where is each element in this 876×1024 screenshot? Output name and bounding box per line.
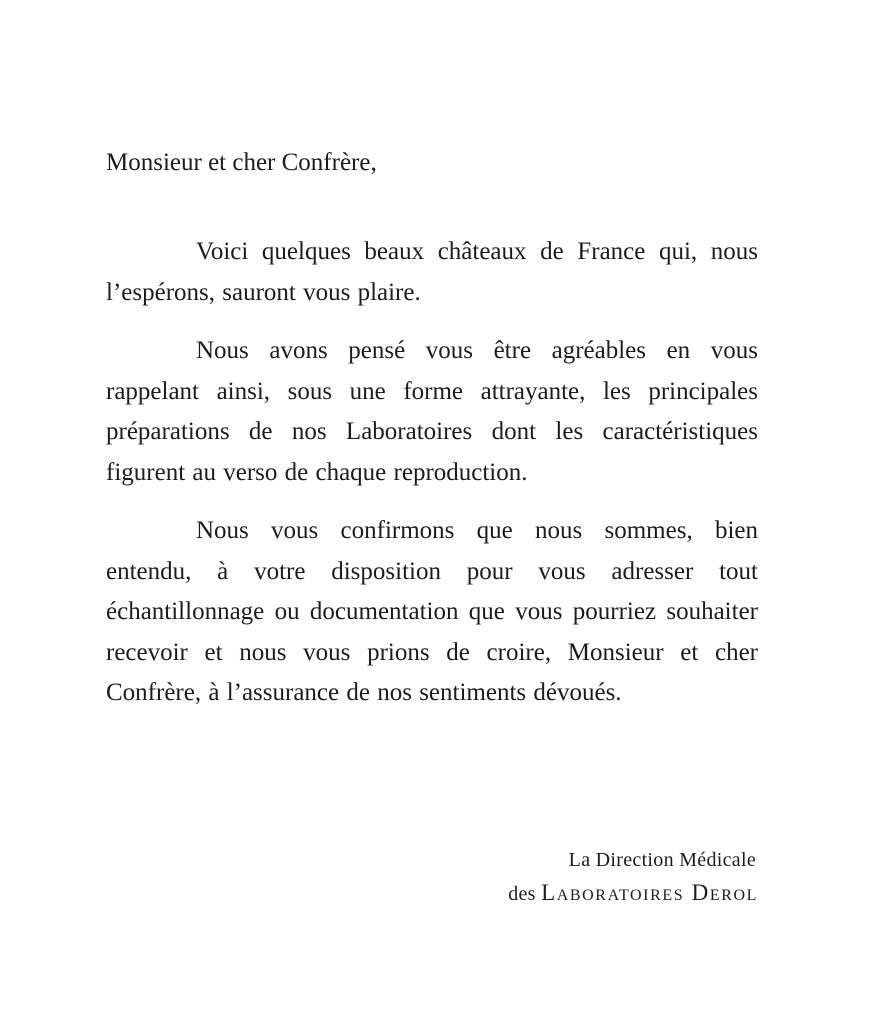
signature-company-line	[508, 875, 758, 912]
signature-prefix: des	[508, 883, 536, 905]
signature-department: La Direction Médicale	[568, 849, 756, 871]
signature-block	[508, 845, 758, 912]
letter-body	[106, 232, 758, 714]
letter-paragraph-3: Nous vous confirmons que nous sommes, bien entendu, à votre disposition pour vous adresser tout échantillonnage ou documentation que vous pourriez souhaiter recevoir et nous vous prions de croire, Monsieur et cher Confrère, à l’assurance de nos sentiments dévoués.	[106, 517, 758, 706]
letter-salutation: Monsieur et cher Confrère,	[106, 149, 377, 176]
letter-paragraph-1: Voici quelques beaux châteaux de France qui, nous l’espérons, sauront vous plaire.	[106, 238, 758, 306]
signature-company-name: Laboratoires Derol	[541, 880, 758, 905]
letter-paragraph-2: Nous avons pensé vous être agréables en vous rappelant ainsi, sous une forme attrayante, les principales préparations de nos Laboratoires dont les caractéristiques figurent au verso de chaque reproduction.	[106, 337, 758, 486]
